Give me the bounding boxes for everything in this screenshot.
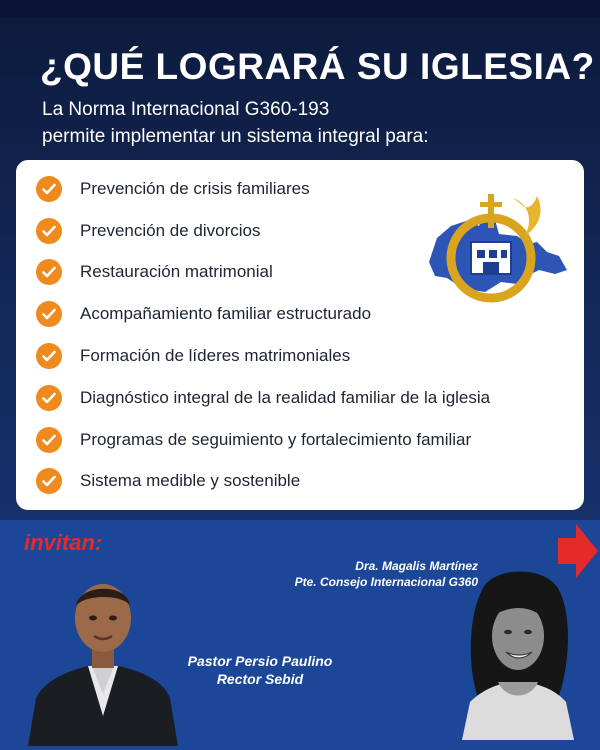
check-circle-icon xyxy=(36,427,62,453)
top-strip xyxy=(0,0,600,18)
benefit-text: Programas de seguimiento y fortalecimiento familiar xyxy=(80,429,472,449)
check-circle-icon xyxy=(36,468,62,494)
host-2-name: Pastor Persio Paulino xyxy=(187,653,333,669)
page-title: ¿QUÉ LOGRARÁ SU IGLESIA? xyxy=(40,46,595,87)
check-circle-icon xyxy=(36,343,62,369)
host-2-title: Rector Sebid xyxy=(216,671,304,687)
church-map-logo xyxy=(421,190,571,320)
benefit-item xyxy=(36,419,490,461)
host-1-caption xyxy=(270,558,478,590)
subtitle-line-2: permite implementar un sistema integral para: xyxy=(42,126,429,147)
benefit-text: Prevención de crisis familiares xyxy=(80,178,310,198)
benefit-text: Sistema medible y sostenible xyxy=(80,471,301,491)
benefit-item xyxy=(36,461,490,503)
host-1-name: Dra. Magalis Martínez xyxy=(355,559,478,573)
host-1-title: Pte. Consejo Internacional G360 xyxy=(294,575,478,589)
benefits-card xyxy=(16,160,584,510)
pastor-photo xyxy=(28,566,178,746)
check-circle-icon xyxy=(36,176,62,202)
check-circle-icon xyxy=(36,301,62,327)
invite-label: invitan: xyxy=(24,530,103,555)
host-2-caption xyxy=(185,652,335,688)
benefit-text: Restauración matrimonial xyxy=(80,262,273,282)
benefit-item xyxy=(36,335,490,377)
benefit-text: Diagnóstico integral de la realidad familiar de la iglesia xyxy=(80,387,491,407)
benefit-text: Prevención de divorcios xyxy=(80,220,261,240)
benefit-text: Formación de líderes matrimoniales xyxy=(80,346,351,366)
subtitle-line-1: La Norma Internacional G360-193 xyxy=(42,99,330,120)
check-circle-icon xyxy=(36,385,62,411)
check-circle-icon xyxy=(36,218,62,244)
doctor-photo xyxy=(462,570,574,740)
check-circle-icon xyxy=(36,259,62,285)
page-subtitle xyxy=(42,96,429,150)
benefit-item xyxy=(36,377,490,419)
benefit-text: Acompañamiento familiar estructurado xyxy=(80,304,372,324)
